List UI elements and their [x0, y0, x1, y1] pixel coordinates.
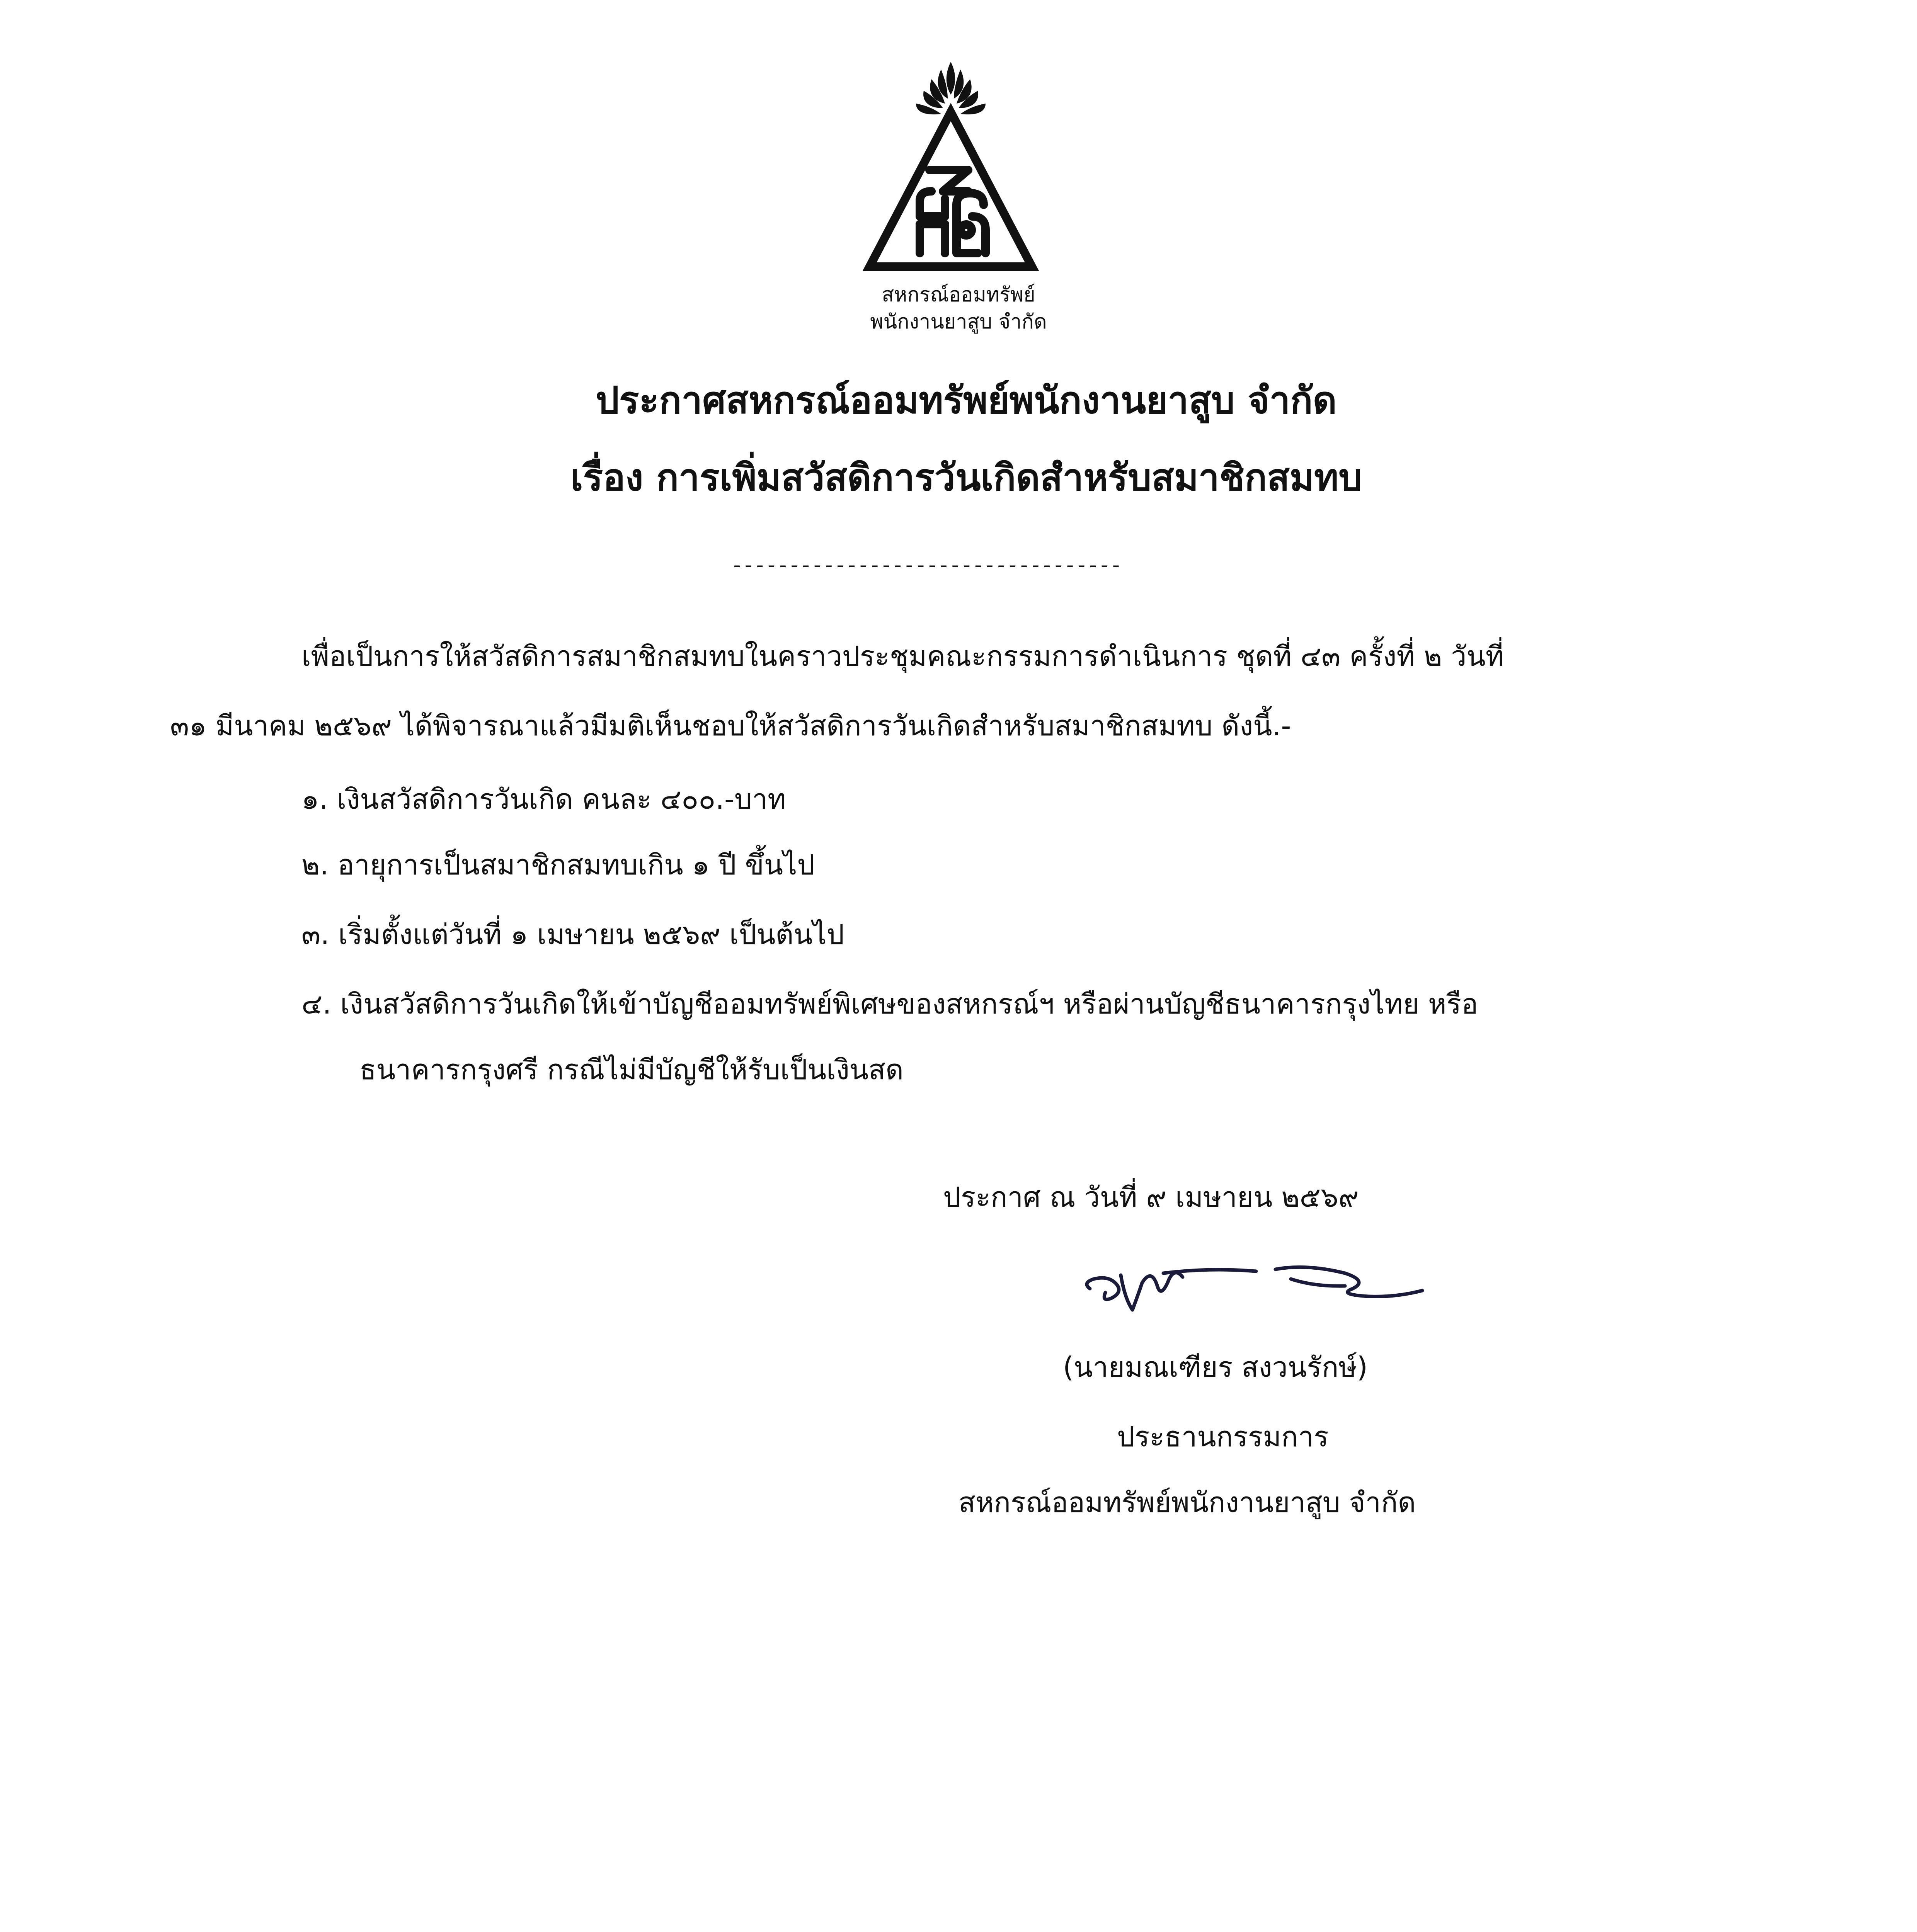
list-item: ๑. เงินสวัสดิการวันเกิด คนละ ๔๐๐.-บาท	[301, 783, 786, 815]
title-divider: ----------------------------------	[730, 553, 1121, 578]
paragraph-line-1: เพื่อเป็นการให้สวัสดิการสมาชิกสมทบในคราวประชุมคณะกรรมการดำเนินการ ชุดที่ ๔๓ ครั้งที่ ๒ วันที่	[301, 640, 1504, 672]
signer-position: ประธานกรรมการ	[1117, 1420, 1329, 1453]
logo-caption-line1: สหกรณ์ออมทรัพย์	[882, 283, 1035, 306]
list-item: ๔. เงินสวัสดิการวันเกิดให้เข้าบัญชีออมทรัพย์พิเศษของสหกรณ์ฯ หรือผ่านบัญชีธนาคารกรุงไทย หรือ	[301, 988, 1478, 1020]
handwritten-signature-icon	[1074, 1252, 1445, 1329]
list-item-continuation: ธนาคารกรุงศรี กรณีไม่มีบัญชีให้รับเป็นเงินสด	[359, 1053, 904, 1086]
signer-name: (นายมณเฑียร สงวนรักษ์)	[1063, 1351, 1368, 1383]
announcement-subject: เรื่อง การเพิ่มสวัสดิการวันเกิดสำหรับสมาชิกสมทบ	[570, 456, 1362, 499]
paragraph-line-2: ๓๑ มีนาคม ๒๕๖๙ ได้พิจารณาแล้วมีมติเห็นชอบให้สวัสดิการวันเกิดสำหรับสมาชิกสมทบ ดังนี้.-	[170, 709, 1291, 742]
announcement-date: ประกาศ ณ วันที่ ๙ เมษายน ๒๕๖๙	[943, 1181, 1359, 1213]
cooperative-emblem-icon	[862, 58, 1040, 274]
signer-organization: สหกรณ์ออมทรัพย์พนักงานยาสูบ จำกัด	[958, 1486, 1416, 1519]
list-item: ๓. เริ่มตั้งแต่วันที่ ๑ เมษายน ๒๕๖๙ เป็นต้นไป	[301, 918, 844, 951]
announcement-title: ประกาศสหกรณ์ออมทรัพย์พนักงานยาสูบ จำกัด	[596, 379, 1337, 422]
logo-caption-line2: พนักงานยาสูบ จำกัด	[870, 310, 1047, 333]
list-item: ๒. อายุการเป็นสมาชิกสมทบเกิน ๑ ปี ขึ้นไป	[301, 849, 815, 881]
